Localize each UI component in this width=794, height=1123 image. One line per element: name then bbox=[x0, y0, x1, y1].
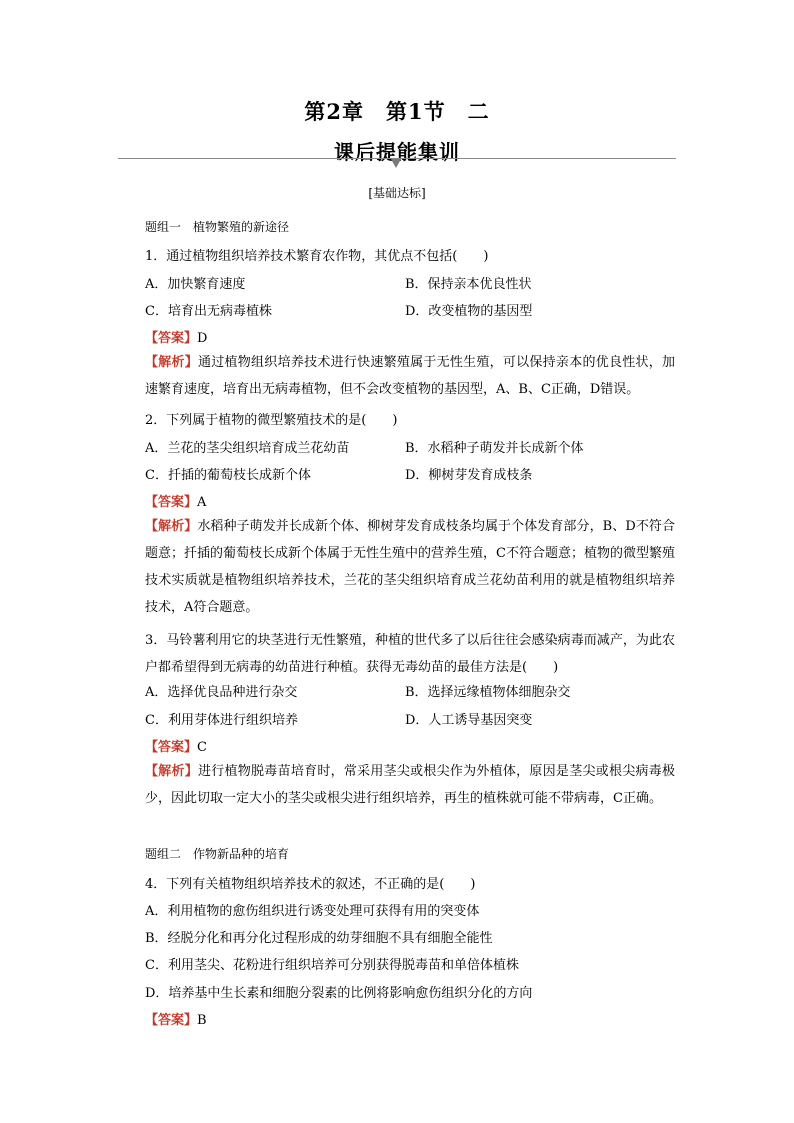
q3-option-d: D．人工诱导基因突变 bbox=[405, 713, 533, 728]
q4-option-b: B．经脱分化和再分化过程形成的幼芽细胞不具有细胞全能性 bbox=[145, 931, 493, 946]
q3-answer bbox=[145, 736, 207, 755]
q1-analysis bbox=[145, 349, 675, 403]
q4-option-d: D．培养基中生长素和细胞分裂素的比例将影响愈伤组织分化的方向 bbox=[145, 986, 533, 1001]
triangle-marker-icon bbox=[391, 159, 401, 168]
q2-option-c: C．扦插的葡萄枝长成新个体 bbox=[145, 468, 311, 483]
question-2-stem: 2．下列属于植物的微型繁殖技术的是( ) bbox=[145, 413, 398, 428]
q1-option-c: C．培育出无病毒植株 bbox=[145, 304, 272, 319]
q1-option-d: D．改变植物的基因型 bbox=[405, 304, 533, 319]
q2-answer-value: A bbox=[197, 495, 207, 510]
q3-analysis bbox=[145, 758, 675, 812]
analysis-label: 【解析】 bbox=[145, 519, 198, 534]
chapter-title: 第2章 第1节 二 bbox=[304, 99, 490, 124]
q4-option-a: A．利用植物的愈伤组织进行诱变处理可获得有用的突变体 bbox=[145, 904, 480, 919]
analysis-label: 【解析】 bbox=[145, 764, 199, 779]
answer-label: 【答案】 bbox=[145, 740, 198, 755]
q2-option-d: D．柳树芽发育成枝条 bbox=[405, 468, 533, 483]
q3-option-a: A．选择优良品种进行杂交 bbox=[145, 685, 298, 700]
answer-label: 【答案】 bbox=[145, 1013, 198, 1028]
q2-answer bbox=[145, 491, 206, 510]
group-heading-1: 题组一 植物繁殖的新途径 bbox=[145, 220, 290, 234]
q2-analysis-text: 水稻种子萌发并长成新个体、柳树芽发育成枝条均属于个体发育部分，B、D不符合题意；扦插的葡萄枝长成新个体属于无性生殖中的营养生殖，C不符合题意；植物的微型繁殖技术实质就是植物组织培养技术，兰花的茎尖组织培育成兰花幼苗利用的就是植物组织培养技术，A符合题意。 bbox=[145, 519, 675, 615]
question-4-stem: 4．下列有关植物组织培养技术的叙述，不正确的是( ) bbox=[145, 877, 476, 892]
q2-option-a: A．兰花的茎尖组织培育成兰花幼苗 bbox=[145, 441, 350, 456]
q4-answer bbox=[145, 1009, 207, 1028]
page-subtitle: 课后提能集训 bbox=[334, 140, 460, 164]
q3-analysis-text: 进行植物脱毒苗培育时，常采用茎尖或根尖作为外植体，原因是茎尖或根尖病毒极少，因此切取一定大小的茎尖或根尖进行组织培养，再生的植株就可能不带病毒，C正确。 bbox=[145, 764, 675, 806]
q1-answer-value: D bbox=[197, 331, 208, 346]
q4-answer-value: B bbox=[197, 1013, 207, 1028]
group-heading-2: 题组二 作物新品种的培育 bbox=[145, 847, 290, 861]
q3-answer-value: C bbox=[197, 740, 207, 755]
answer-label: 【答案】 bbox=[145, 495, 198, 510]
q1-option-a: A．加快繁育速度 bbox=[145, 277, 246, 292]
q3-option-b: B．选择远缘植物体细胞杂交 bbox=[405, 685, 571, 700]
q3-option-c: C．利用芽体进行组织培养 bbox=[145, 713, 298, 728]
q1-analysis-text: 通过植物组织培养技术进行快速繁殖属于无性生殖，可以保持亲本的优良性状，加速繁育速度，培育出无病毒植物，但不会改变植物的基因型，A、B、C正确，D错误。 bbox=[145, 355, 675, 397]
answer-label: 【答案】 bbox=[145, 331, 198, 346]
q4-option-c: C．利用茎尖、花粉进行组织培养可分别获得脱毒苗和单倍体植株 bbox=[145, 958, 519, 973]
q1-option-b: B．保持亲本优良性状 bbox=[405, 277, 532, 292]
q2-option-b: B．水稻种子萌发并长成新个体 bbox=[405, 441, 584, 456]
question-1-stem: 1．通过植物组织培养技术繁育农作物，其优点不包括( ) bbox=[145, 249, 489, 264]
section-tag: [基础达标] bbox=[368, 186, 426, 200]
q2-analysis bbox=[145, 513, 675, 621]
q1-answer bbox=[145, 327, 207, 346]
analysis-label: 【解析】 bbox=[145, 355, 199, 370]
question-3-stem: 3．马铃薯利用它的块茎进行无性繁殖，种植的世代多了以后往往会感染病毒而减产，为此农户都希望得到无病毒的幼苗进行种植。获得无毒幼苗的最佳方法是( ) bbox=[145, 633, 675, 675]
